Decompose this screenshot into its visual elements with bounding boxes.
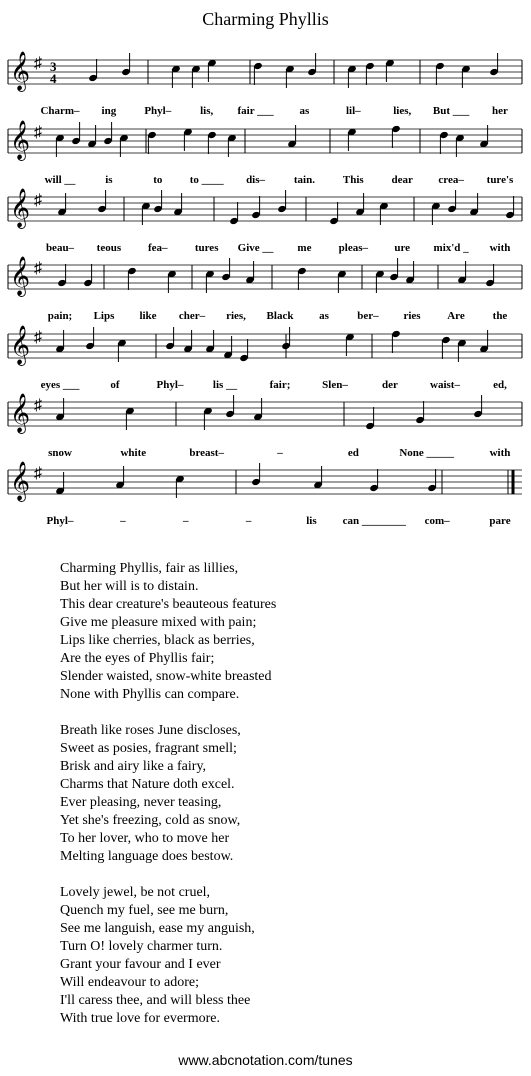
- lyric-syllable: pare: [489, 515, 511, 527]
- lyric-syllable: ries,: [226, 310, 246, 322]
- lyric-syllable: der: [382, 379, 398, 391]
- lyric-syllable: teous: [96, 242, 122, 254]
- lyric-syllable: as: [319, 310, 329, 322]
- lyric-syllable: her: [492, 105, 508, 117]
- lyric-syllable: Phyl–: [156, 379, 184, 391]
- verse-line: Charms that Nature doth excel.: [60, 777, 235, 792]
- lyric-syllable: Phyl–: [144, 105, 172, 117]
- verse-line: Grant your favour and I ever: [60, 957, 221, 972]
- key-signature-sharp: ♯: [34, 55, 42, 72]
- lyric-syllable: me: [297, 242, 312, 254]
- time-signature-top: 3: [50, 59, 57, 74]
- lyric-syllable: to: [153, 174, 163, 186]
- lyric-syllable: ries: [403, 310, 421, 322]
- lyric-syllable: breast–: [189, 447, 224, 459]
- verse-line: Sweet as posies, fragrant smell;: [60, 741, 237, 756]
- lyric-syllable: Lips: [93, 310, 115, 322]
- treble-clef: 𝄞: [10, 463, 31, 500]
- verse-line: Ever pleasing, never teasing,: [60, 795, 222, 810]
- verse-line: Brisk and airy like a fairy,: [60, 759, 207, 774]
- lyric-syllable: ing: [101, 105, 117, 117]
- verse-line: See me languish, ease my anguish,: [60, 921, 255, 936]
- lyric-syllable: beau–: [45, 242, 75, 254]
- lyric-syllable: com–: [424, 515, 450, 527]
- lyric-syllable: Charm–: [40, 105, 80, 117]
- lyric-syllable: None _____: [399, 447, 455, 459]
- lyric-syllable: the: [492, 310, 508, 322]
- lyric-syllable: will __: [44, 174, 76, 186]
- lyric-syllable: fea–: [148, 242, 168, 254]
- verse-line: I'll caress thee, and will bless thee: [60, 993, 251, 1008]
- lyric-syllable: tures: [194, 242, 219, 254]
- lyric-syllable: is: [105, 174, 113, 186]
- treble-clef: 𝄞: [10, 53, 31, 90]
- key-signature-sharp: ♯: [34, 329, 42, 346]
- lyric-syllable: dis–: [246, 174, 266, 186]
- verse-line: None with Phyllis can compare.: [60, 687, 240, 702]
- lyric-syllable: fair ___: [237, 105, 274, 117]
- verse-line: Breath like roses June discloses,: [60, 723, 241, 738]
- verse-line: Lovely jewel, be not cruel,: [60, 885, 211, 900]
- lyric-syllable: cher–: [178, 310, 206, 322]
- lyric-syllable: with: [489, 242, 511, 254]
- lyric-syllable: But ___: [432, 105, 470, 117]
- key-signature-sharp: ♯: [34, 260, 42, 277]
- treble-clef: 𝄞: [10, 327, 31, 364]
- lyric-syllable: ber–: [357, 310, 379, 322]
- verse-line: Melting language does bestow.: [60, 849, 234, 864]
- time-signature-bottom: 4: [50, 71, 57, 86]
- verse-line: Are the eyes of Phyllis fair;: [60, 651, 215, 666]
- treble-clef: 𝄞: [10, 122, 31, 159]
- treble-clef: 𝄞: [10, 190, 31, 227]
- lyric-syllable: This: [342, 174, 364, 186]
- lyric-syllable: –: [182, 515, 189, 527]
- lyric-syllable: mix'd _: [433, 242, 469, 254]
- lyric-syllable: lies,: [393, 105, 412, 117]
- tune-title: Charming Phyllis: [202, 9, 329, 29]
- lyric-syllable: can ________: [342, 515, 406, 527]
- lyric-syllable: eyes ___: [40, 379, 80, 391]
- verse-line: Lips like cherries, black as berries,: [60, 633, 255, 648]
- lyric-syllable: ture's: [486, 174, 514, 186]
- lyric-syllable: Slen–: [322, 379, 348, 391]
- lyric-syllable: lis __: [212, 379, 238, 391]
- verse-line: Turn O! lovely charmer turn.: [60, 939, 223, 954]
- verse-line: Will endeavour to adore;: [60, 975, 199, 990]
- lyric-syllable: ure: [394, 242, 411, 254]
- treble-clef: 𝄞: [10, 258, 31, 295]
- lyric-syllable: to ____: [189, 174, 224, 186]
- lyric-syllable: ed,: [493, 379, 507, 391]
- lyric-syllable: lis: [306, 515, 317, 527]
- lyric-syllable: tain.: [293, 174, 315, 186]
- lyric-syllable: crea–: [438, 174, 464, 186]
- lyric-syllable: Phyl–: [46, 515, 74, 527]
- key-signature-sharp: ♯: [34, 124, 42, 141]
- verse-line: This dear creature's beauteous features: [60, 597, 277, 612]
- lyric-syllable: Black: [266, 310, 294, 322]
- lyric-syllable: –: [245, 515, 252, 527]
- verse-line: To her lover, who to move her: [60, 831, 230, 846]
- treble-clef: 𝄞: [10, 395, 31, 432]
- key-signature-sharp: ♯: [34, 192, 42, 209]
- footer-url[interactable]: www.abcnotation.com/tunes: [178, 1052, 353, 1068]
- lyric-syllable: snow: [48, 447, 72, 459]
- verse-line: With true love for evermore.: [60, 1011, 220, 1026]
- verses-block: [60, 560, 276, 1046]
- lyric-syllable: ed: [347, 447, 359, 459]
- lyric-syllable: lis,: [200, 105, 214, 117]
- lyric-syllable: white: [120, 447, 147, 459]
- lyric-syllable: –: [120, 515, 126, 527]
- lyric-syllable: as: [299, 105, 310, 117]
- verse-stanza: [60, 884, 276, 1028]
- lyric-syllable: –: [277, 447, 283, 459]
- verse-line: Charming Phyllis, fair as lillies,: [60, 561, 239, 576]
- verse-stanza: [60, 560, 276, 704]
- lyric-syllable: waist–: [430, 379, 460, 391]
- lyric-syllable: of: [110, 379, 120, 391]
- lyric-syllable: like: [139, 310, 157, 322]
- lyric-syllable: with: [489, 447, 511, 459]
- lyric-syllable: Are: [447, 310, 465, 322]
- lyric-syllable: pleas–: [338, 242, 369, 254]
- verse-line: Yet she's freezing, cold as snow,: [60, 813, 241, 828]
- key-signature-sharp: ♯: [34, 397, 42, 414]
- lyric-syllable: Give __: [237, 242, 274, 254]
- lyric-syllable: fair;: [269, 379, 291, 391]
- verse-line: Give me pleasure mixed with pain;: [60, 615, 257, 630]
- verse-stanza: [60, 722, 276, 866]
- verse-line: But her will is to distain.: [60, 579, 199, 594]
- lyric-syllable: dear: [391, 174, 413, 186]
- verse-line: Slender waisted, snow-white breasted: [60, 669, 272, 684]
- lyric-syllable: lil–: [345, 105, 361, 117]
- lyric-syllable: pain;: [47, 310, 73, 322]
- key-signature-sharp: ♯: [34, 465, 42, 482]
- verse-line: Quench my fuel, see me burn,: [60, 903, 229, 918]
